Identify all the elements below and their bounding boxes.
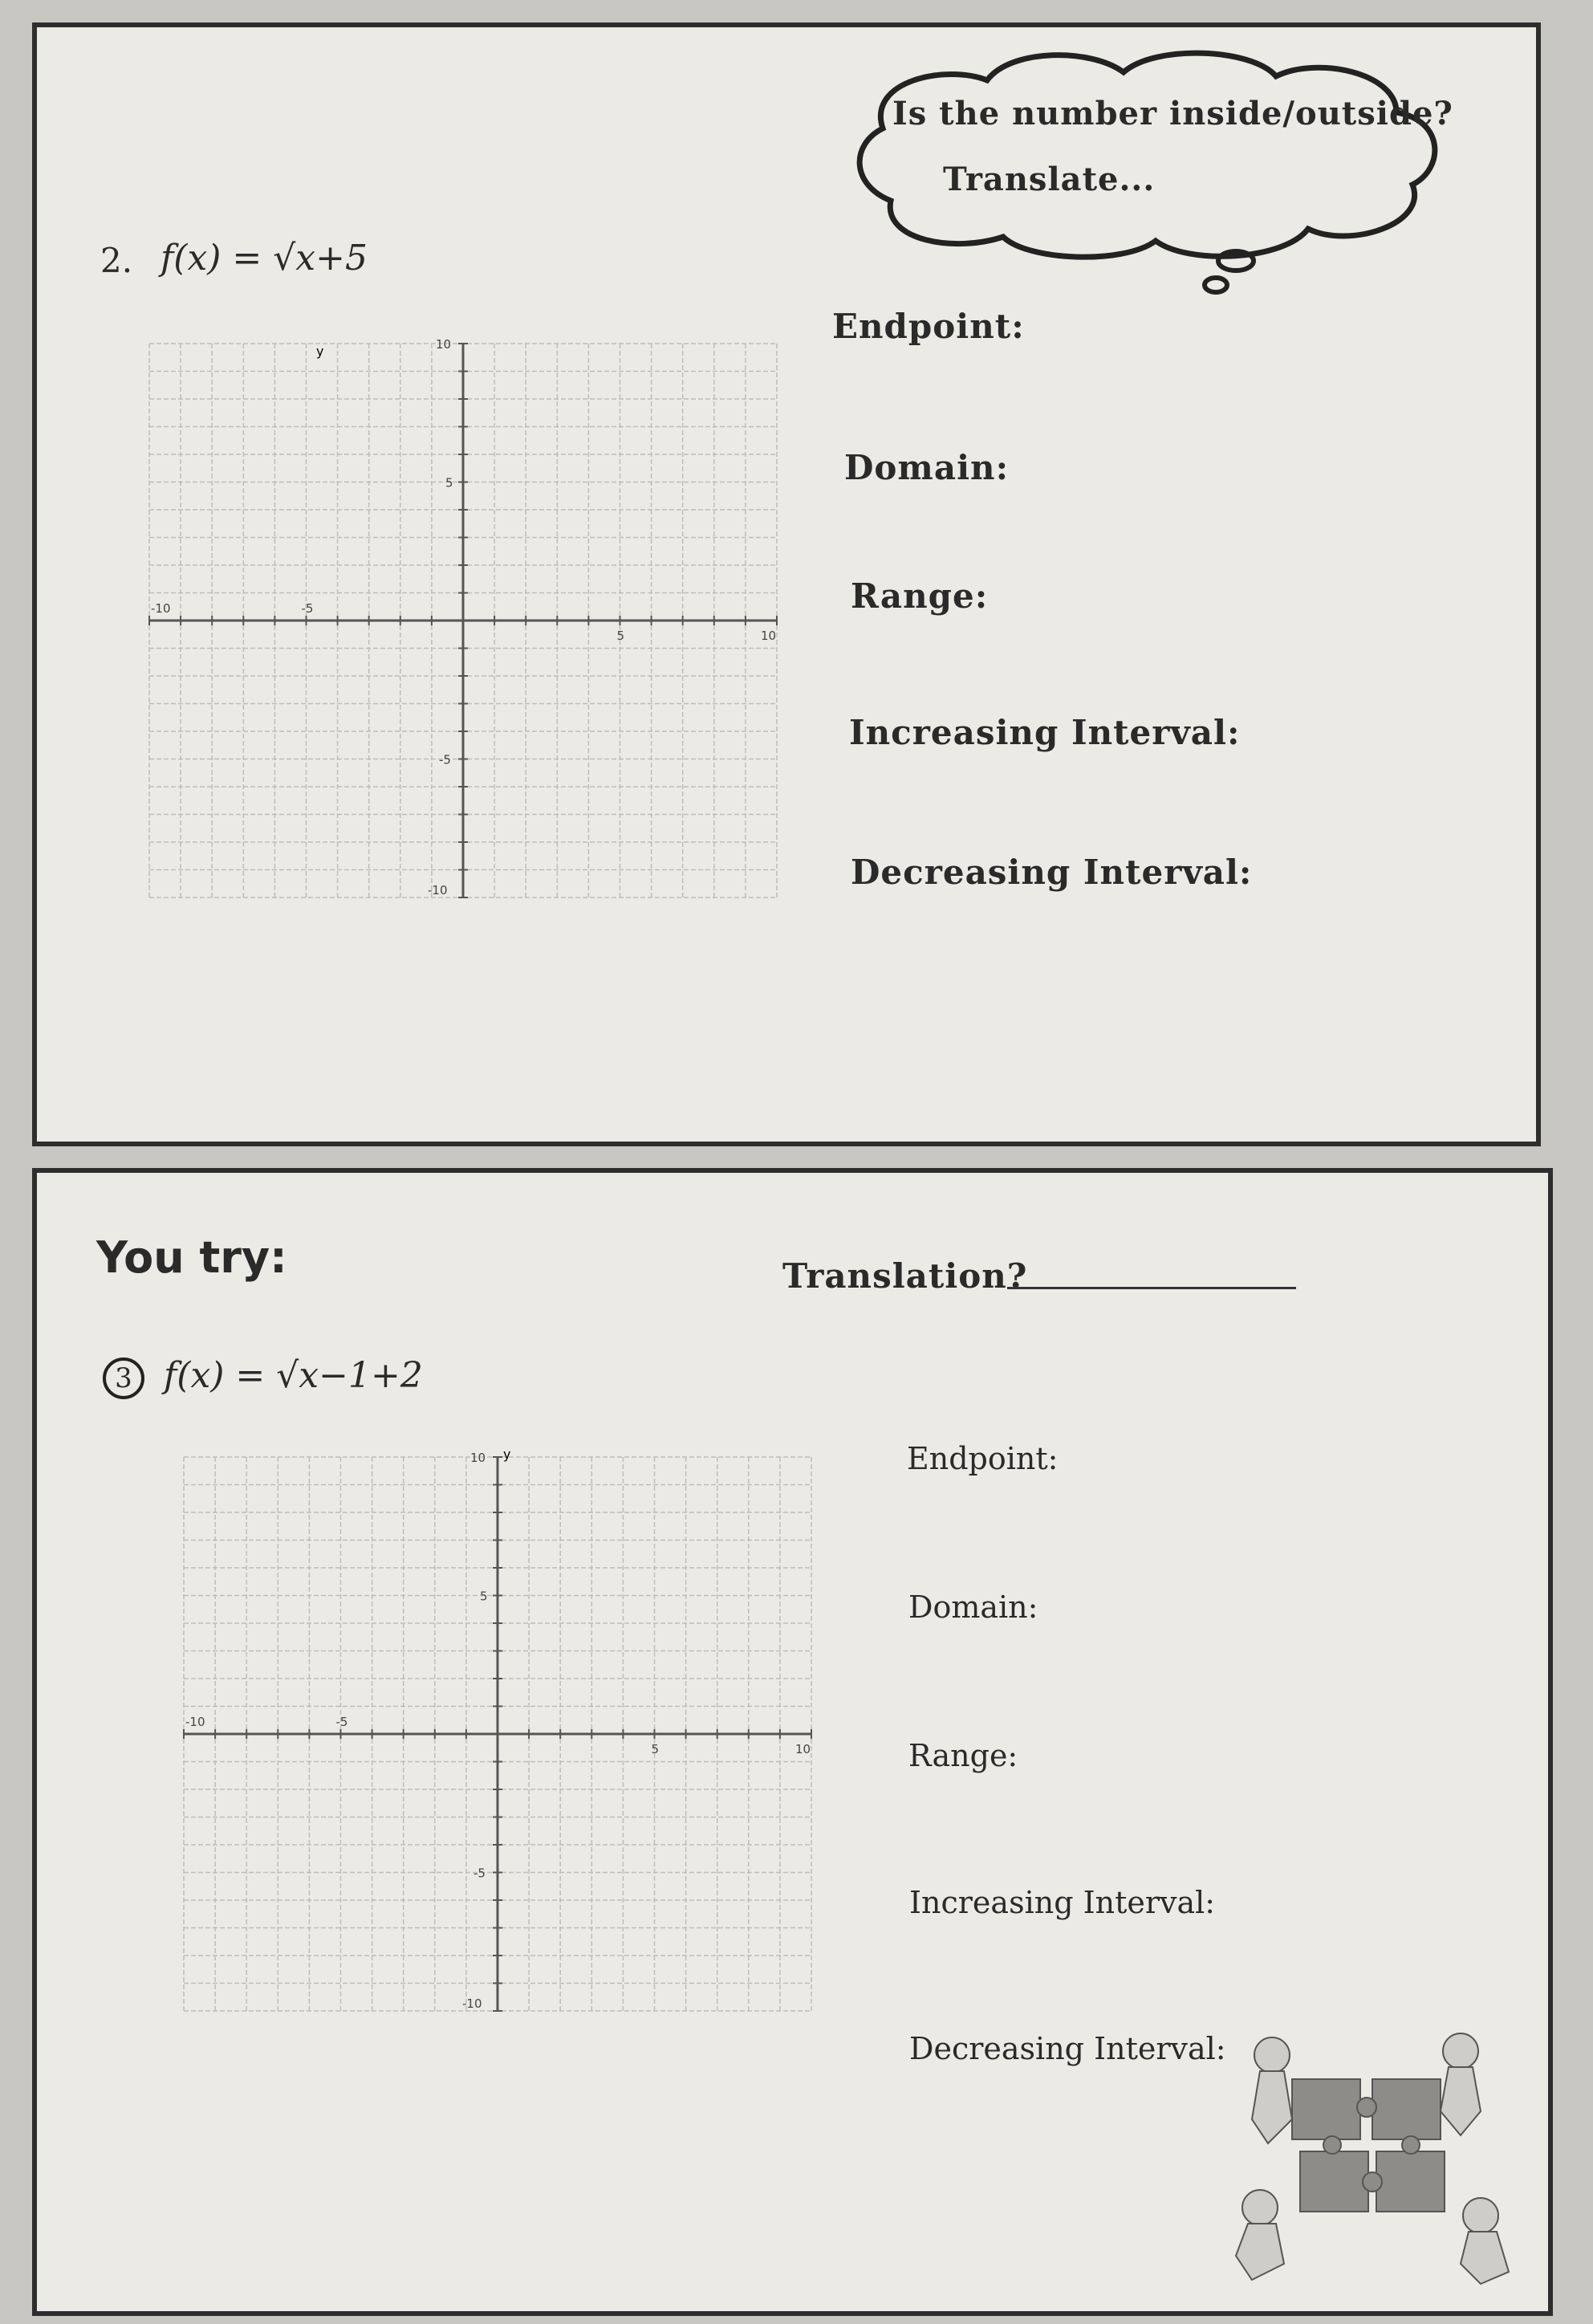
x-tick-label-5: 5 (616, 629, 625, 643)
top-domain-label: Domain: (844, 448, 1010, 487)
translation-label: Translation? (782, 1256, 1028, 1296)
problem-3 (103, 1355, 423, 1399)
bottom-endpoint-label: Endpoint: (907, 1441, 1059, 1476)
y-tick-label-neg5: -5 (439, 752, 451, 767)
bottom-increasing-label: Increasing Interval: (909, 1885, 1216, 1920)
top-range-label: Range: (851, 576, 989, 616)
y-tick-label-10: 10 (470, 1451, 486, 1465)
top-increasing-label: Increasing Interval: (849, 713, 1241, 752)
problem-3-number: 3 (103, 1357, 144, 1399)
problem-3-formula: f(x) = √x−1+2 (164, 1355, 423, 1396)
problem-2-formula: f(x) = √x+5 (161, 238, 368, 279)
bottom-range-label: Range: (908, 1738, 1018, 1773)
x-tick-label-neg10: -10 (151, 601, 171, 616)
coordinate-grid-top (146, 328, 780, 914)
y-tick-label-5: 5 (445, 475, 453, 490)
thought-line-2: Translate... (943, 161, 1156, 198)
top-decreasing-label: Decreasing Interval: (851, 853, 1253, 892)
you-try-heading: You try: (96, 1232, 287, 1283)
x-tick-label-5: 5 (651, 1742, 660, 1756)
problem-2-number: 2. (100, 241, 133, 280)
y-tick-label-10: 10 (436, 337, 452, 352)
x-tick-label-neg10: -10 (185, 1715, 205, 1729)
coordinate-grid-bottom (181, 1441, 815, 2027)
x-tick-label-neg5: -5 (335, 1715, 348, 1729)
grid-top-y-label: y (316, 344, 324, 359)
bottom-decreasing-label: Decreasing Interval: (909, 2031, 1226, 2066)
top-endpoint-label: Endpoint: (832, 307, 1025, 346)
x-tick-label-10: 10 (761, 629, 777, 643)
y-tick-label-neg5: -5 (473, 1866, 486, 1881)
y-tick-label-neg10: -10 (462, 1996, 482, 2011)
bottom-domain-label: Domain: (908, 1589, 1038, 1625)
thought-line-1: Is the number inside/outside? (892, 95, 1453, 132)
puzzle-people-clipart-icon (1204, 2023, 1525, 2288)
y-tick-label-neg10: -10 (428, 883, 448, 897)
x-tick-label-neg5: -5 (301, 601, 314, 616)
grid-bottom-y-label: y (503, 1447, 511, 1462)
y-tick-label-5: 5 (480, 1589, 488, 1604)
x-tick-label-10: 10 (795, 1742, 811, 1756)
translation-answer-line (1007, 1287, 1296, 1289)
